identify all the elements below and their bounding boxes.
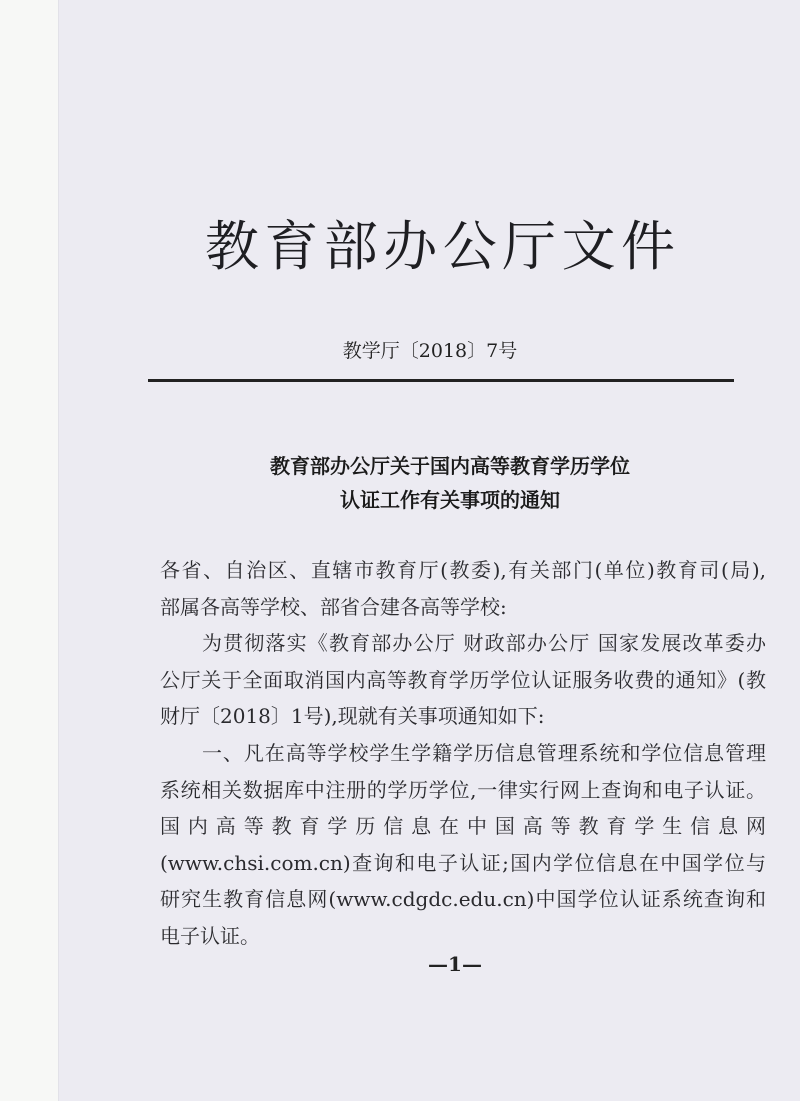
body-text-line: 一、凡在高等学校学生学籍学历信息管理系统和学位信息管理 (202, 740, 766, 765)
body-text-line: 部属各高等学校、部省合建各高等学校: (160, 594, 507, 619)
page-number: —1— (428, 952, 482, 976)
body-text-line: 系统相关数据库中注册的学历学位,一律实行网上查询和电子认证。 (160, 777, 766, 802)
body-text-line: 各省、自治区、直辖市教育厅(教委),有关部门(单位)教育司(局), (160, 558, 766, 582)
body-text-line: 国 内 高 等 教 育 学 历 信 息 在 中 国 高 等 教 育 学 生 信 息 网 (160, 814, 766, 839)
body-text-line: 研究生教育信息网(www.cdgdc.edu.cn)中国学位认证系统查询和 (160, 887, 766, 912)
notice-title-line-2: 认证工作有关事项的通知 (340, 488, 560, 512)
body-text-line: 公厅关于全面取消国内高等教育学历学位认证服务收费的通知》(教 (160, 667, 766, 692)
body-text-line: 为贯彻落实《教育部办公厅 财政部办公厅 国家发展改革委办 (202, 631, 766, 656)
body-text-line: 财厅〔2018〕1号),现就有关事项通知如下: (160, 704, 545, 729)
document-header-title: 教育部办公厅文件 (205, 215, 675, 278)
notice-body (160, 552, 766, 955)
body-text-line: 电子认证。 (160, 923, 260, 948)
scan-margin-strip (0, 0, 59, 1101)
header-divider (148, 379, 734, 382)
document-number: 教学厅〔2018〕7号 (342, 340, 518, 362)
notice-title-line-1: 教育部办公厅关于国内高等教育学历学位 (270, 454, 630, 478)
body-text-line: (www.chsi.com.cn)查询和电子认证;国内学位信息在中国学位与 (160, 850, 766, 875)
